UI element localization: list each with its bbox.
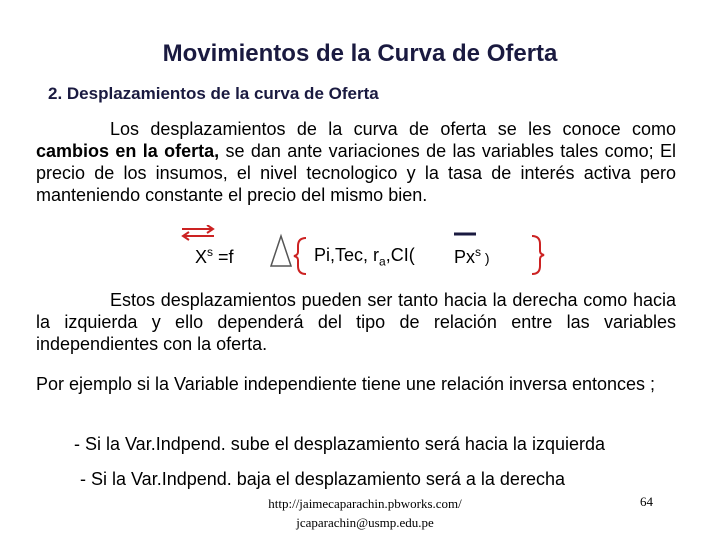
open-brace-icon — [294, 238, 306, 274]
close-brace-icon — [532, 236, 544, 274]
paragraph-intro — [36, 118, 676, 206]
bullet-item-rise: - Si la Var.Indpend. sube el desplazamiento será hacia la izquierda — [74, 434, 605, 454]
paragraph-example: Por ejemplo si la Variable independiente tiene une relación inversa entonces ; — [36, 374, 656, 394]
formula-price-term: Px$^s$ ) — [454, 245, 490, 267]
paragraph-intro-bold: cambios en la oferta, — [36, 141, 220, 161]
formula-lhs: $X^s =f$ — [195, 245, 234, 267]
supply-function-formula — [0, 225, 720, 275]
bullet-item-fall: - Si la Var.Indpend. baja el desplazamiento será a la derecha — [80, 469, 565, 489]
paragraph-intro-text: Los desplazamientos de la curva de oferta se les conoce como — [110, 119, 676, 139]
paragraph-displacement: Estos desplazamientos pueden ser tanto hacia la derecha como hacia la izquierda y ello dependerá del tipo de relación entre las variables independientes con la oferta. — [36, 290, 676, 354]
footer-url-link[interactable]: http://jaimecaparachin.pbworks.com/ — [268, 496, 462, 511]
page-title: Movimientos de la Curva de Oferta — [162, 40, 558, 67]
page-number: 64 — [640, 494, 653, 509]
double-arrow-icon — [182, 225, 214, 240]
section-subtitle: 2. Desplazamientos de la curva de Oferta — [48, 84, 379, 103]
formula-arguments: Pi,Tec, $r_a,CI$( — [314, 245, 415, 269]
footer-email-link[interactable]: jcaparachin@usmp.edu.pe — [296, 515, 434, 530]
delta-triangle-icon — [271, 236, 291, 266]
paragraph-intro-rest: se dan ante variaciones de las variables tales como; El precio de los insumos, el nivel tecnologico y la tasa de interés activa pero manteniendo constante el precio del mismo bien. — [36, 141, 677, 205]
footer-contact — [260, 494, 470, 532]
